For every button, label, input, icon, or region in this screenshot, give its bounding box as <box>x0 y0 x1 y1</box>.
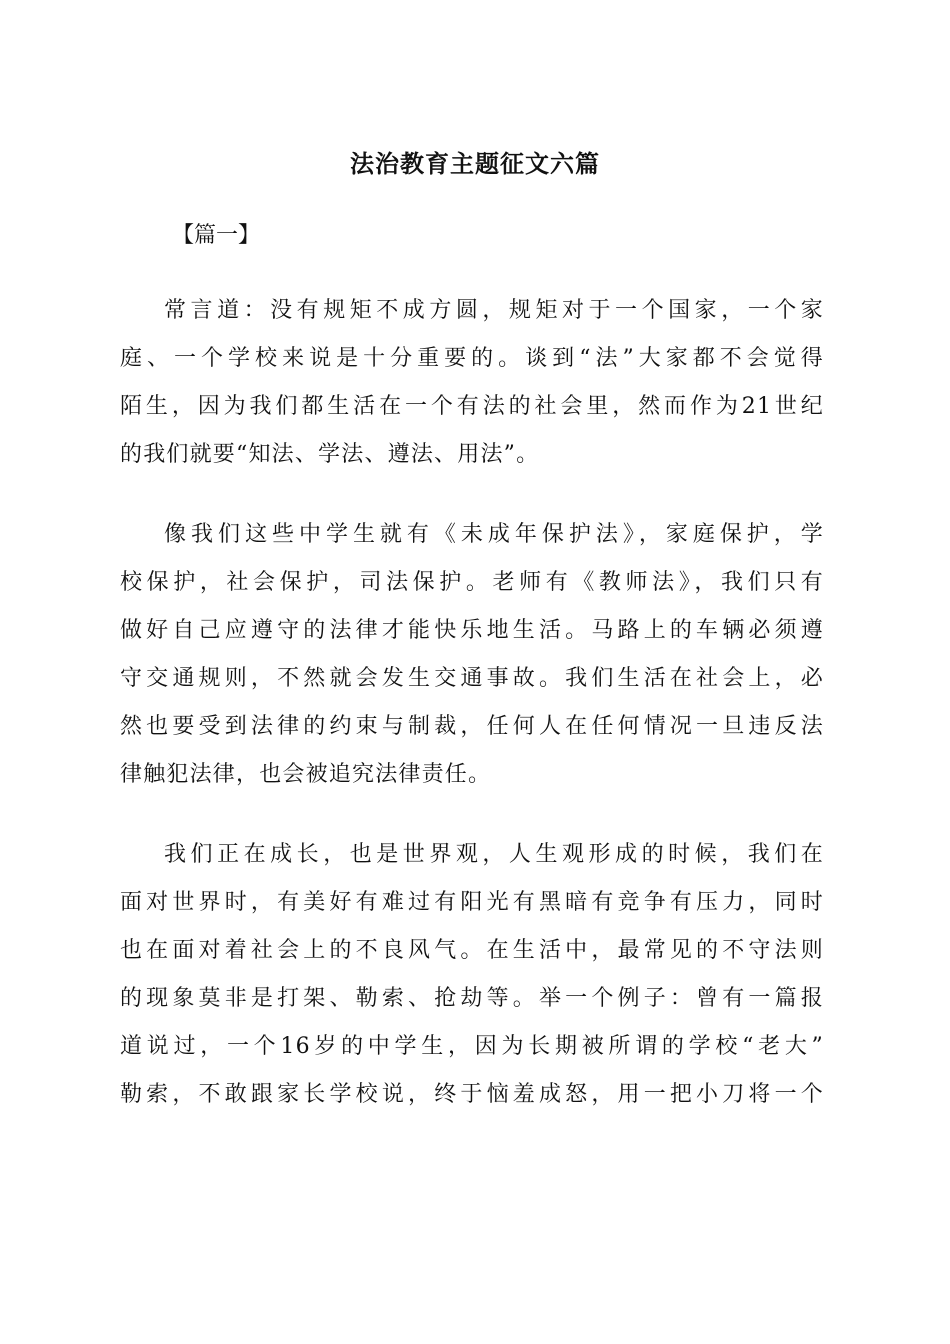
paragraph-line: 律触犯法律，也会被追究法律责任。 <box>120 762 492 787</box>
paragraph-line: 做好自己应遵守的法律才能快乐地生活。马路上的车辆必须遵 <box>120 618 824 643</box>
document-title: 法治教育主题征文六篇 <box>350 149 600 178</box>
section-heading: 【篇一】 <box>172 223 261 248</box>
paragraph-line: 面对世界时，有美好有难过有阳光有黑暗有竞争有压力，同时 <box>120 890 824 915</box>
paragraph-line: 也在面对着社会上的不良风气。在生活中，最常见的不守法则 <box>120 938 824 963</box>
paragraph-line: 道说过，一个16岁的中学生，因为长期被所谓的学校“老大” <box>120 1034 824 1059</box>
paragraph-line: 常言道：没有规矩不成方圆，规矩对于一个国家，一个家 <box>164 298 824 323</box>
paragraph-line: 的我们就要“知法、学法、遵法、用法”。 <box>120 442 540 467</box>
document-body <box>120 287 824 1151</box>
paragraph-line: 校保护，社会保护，司法保护。老师有《教师法》，我们只有 <box>120 570 824 595</box>
paragraph-line: 的现象莫非是打架、勒索、抢劫等。举一个例子：曾有一篇报 <box>120 986 824 1011</box>
paragraph-line: 然也要受到法律的约束与制裁，任何人在任何情况一旦违反法 <box>120 714 824 739</box>
paragraph-1 <box>120 287 824 479</box>
paragraph-line: 勒索，不敢跟家长学校说，终于恼羞成怒，用一把小刀将一个 <box>120 1082 824 1107</box>
paragraph-line: 像我们这些中学生就有《未成年保护法》，家庭保护，学 <box>164 522 824 547</box>
paragraph-line: 陌生，因为我们都生活在一个有法的社会里，然而作为21世纪 <box>120 394 824 419</box>
paragraph-line: 我们正在成长，也是世界观，人生观形成的时候，我们在 <box>164 842 824 867</box>
paragraph-line: 守交通规则，不然就会发生交通事故。我们生活在社会上，必 <box>120 666 824 691</box>
paragraph-3 <box>120 831 824 1119</box>
paragraph-line: 庭、一个学校来说是十分重要的。谈到“法”大家都不会觉得 <box>120 346 824 371</box>
paragraph-2 <box>120 511 824 799</box>
